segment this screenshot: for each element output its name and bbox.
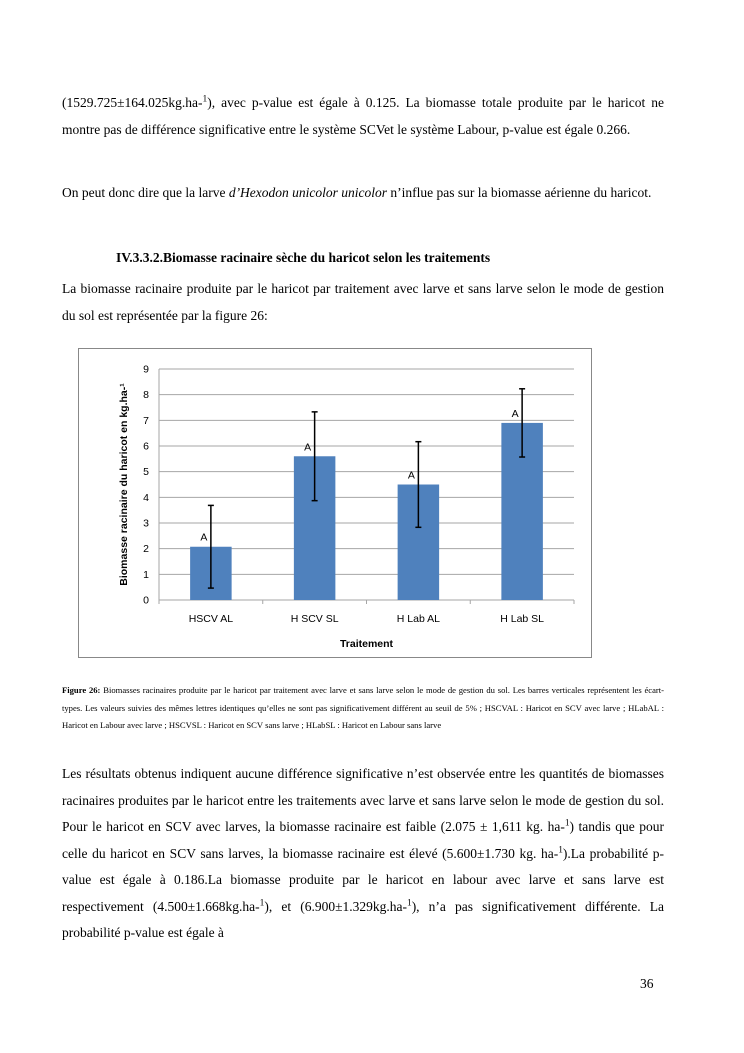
figure-26-chart [78, 348, 592, 658]
x-category-label: HSCV AL [188, 613, 234, 625]
y-tick-label: 7 [143, 414, 149, 427]
intro-paragraph-1: (1529.725±164.025kg.ha-$^1$), avec p-value est égale à 0.125. La biomasse totale produite par le haricot ne montre pas de différence significative entre le système SCVet le système Labour, p-value est égale 0.266. [62, 94, 664, 137]
y-tick-label: 3 [143, 517, 149, 530]
x-category-label: H Lab SL [500, 613, 545, 625]
x-axis-title: Traitement [339, 638, 394, 650]
y-tick-label: 1 [143, 568, 149, 581]
significance-letter: A [511, 407, 519, 420]
section-heading: IV.3.3.2.Biomasse racinaire sèche du haricot selon les traitements [116, 250, 491, 265]
significance-letter: A [304, 441, 312, 454]
figure-caption: Figure 26: Biomasses racinaires produite par le haricot par traitement avec larve et sans larve selon le mode de gestion du sol. Les barres verticales représentent les écart-types. Les valeurs suivies des mêmes lettres identiques qu’elles ne sont pas significativement différent au seuil de 5% ; HSCVAL : Haricot en SCV avec larve ; HLabAL : Haricot en Labour avec larve ; HSCVSL : Haricot en SCV sans larve ; HLabSL : Haricot en Labour sans larve [62, 685, 665, 730]
significance-letter: A [200, 531, 208, 544]
y-tick-label: 4 [143, 491, 149, 504]
section-paragraph: La biomasse racinaire produite par le haricot par traitement avec larve et sans larve selon le mode de gestion du sol est représentée par la figure 26: [62, 281, 664, 323]
x-category-label: H Lab AL [396, 613, 440, 625]
y-tick-label: 8 [143, 389, 149, 402]
bar-chart [79, 349, 593, 659]
significance-letter: A [407, 469, 415, 482]
x-category-label: H SCV SL [290, 613, 339, 625]
y-tick-label: 0 [143, 594, 149, 607]
y-axis-title: Biomasse racinaire du haricot en kg.ha-¹ [118, 383, 130, 586]
y-tick-label: 2 [143, 543, 149, 556]
intro-paragraph-2: On peut donc dire que la larve d’Hexodon unicolor unicolor n’influe pas sur la biomasse aérienne du haricot. [62, 185, 652, 200]
y-tick-label: 6 [143, 440, 149, 453]
y-tick-label: 5 [143, 466, 149, 479]
y-tick-label: 9 [143, 363, 149, 376]
results-paragraph: Les résultats obtenus indiquent aucune différence significative n’est observée entre les quantités de biomasses racinaires produites par le haricot entre les traitements avec larve et sans larve selon le mode de gestion du sol. Pour le haricot en SCV avec larves, la biomasse racinaire est faible (2.075 ± 1,611 kg. ha-$^1$) tandis que pour celle du haricot en SCV sans larves, la biomasse racinaire est élevé (5.600±1.730 kg. ha-$^1$).La probabilité p-value est égale à 0.186.La biomasse produite par le haricot en labour avec larve et sans larve est respectivement (4.500±1.668kg.ha-$^1$), et (6.900±1.329kg.ha-$^1$), n’a pas significativement différente. La probabilité p-value est égale à [62, 766, 664, 940]
page-number: 36 [640, 976, 654, 991]
